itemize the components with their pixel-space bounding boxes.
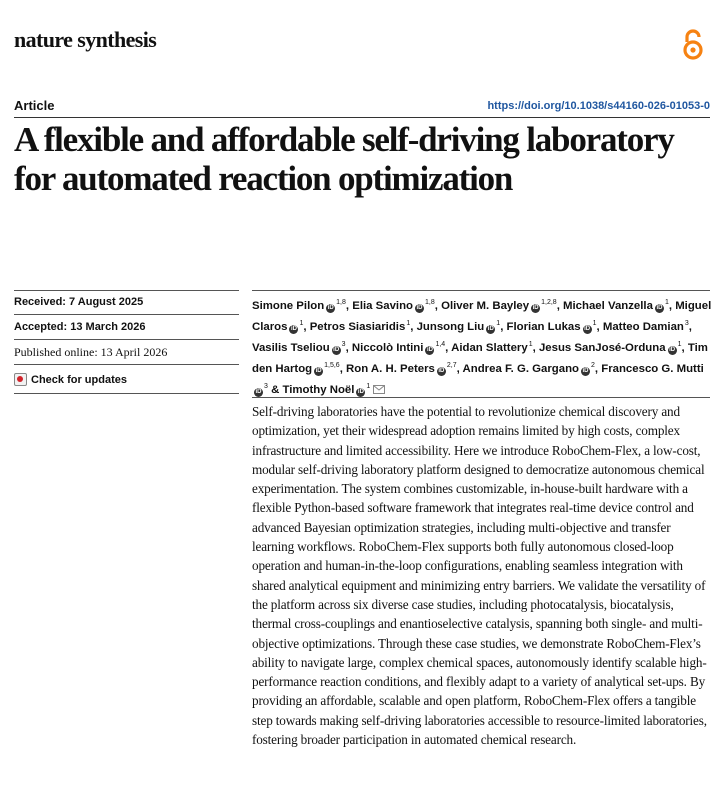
author-separator: ,: [532, 342, 539, 354]
check-for-updates-button[interactable]: [14, 373, 127, 386]
author-name: Florian Lukas: [506, 321, 581, 333]
author[interactable]: [441, 300, 557, 312]
author-name: Niccolò Intini: [351, 342, 424, 354]
affiliation-marker: 3: [341, 341, 346, 348]
author[interactable]: [507, 321, 597, 333]
orcid-icon[interactable]: iD: [532, 305, 539, 311]
abstract: Self-driving laboratories have the potential to revolutionize chemical discovery and optimization, yet their widespread adoption remains limited by high costs, complex infrastructure and limited accessibility. Here we introduce RoboChem-Flex, a low-cost, modular self-driving laboratory platform designed to democratize autonomous chemical experimentation. The system combines customizable, in-house-built hardware with a flexible Python-based software framework that integrates real-time device control and advanced Bayesian optimization strategies, including multi-objective and transfer learning workflows. RoboChem-Flex supports both fully autonomous closed-loop operation and human-in-the-loop configurations, enabling seamless integration with shared analytical equipment and minimizing entry barriers. We validate the versatility of the platform across six diverse case studies, including photocatalysis, biocatalysis, thermal cross-couplings and enantioselective catalysis, spanning both single- and multi-objective optimizations. Through these case studies, we demonstrate RoboChem-Flex’s ability to navigate large, complex chemical spaces, autonomously identify scalable high-performance reaction conditions, and flexibly adapt to a variety of analytical set-ups. By providing an affordable, scalable and open platform, RoboChem-Flex offers a tangible step towards making self-driving laboratories accessible to resource-limited laboratories, fostering broader participation in automated chemical research.: [252, 404, 707, 748]
author-separator: ,: [345, 342, 352, 354]
author-name: Jesus SanJosé-Orduna: [538, 342, 666, 354]
affiliation-marker: 1: [677, 341, 682, 348]
open-access-icon: [681, 29, 705, 61]
author-separator: ,: [596, 321, 603, 333]
author-name: Vasilis Tseliou: [252, 342, 330, 354]
orcid-icon[interactable]: iD: [487, 326, 494, 332]
affiliation-marker: 1,4: [435, 341, 446, 348]
author-list: [252, 294, 712, 399]
check-updates-icon: [14, 373, 27, 386]
orcid-icon[interactable]: iD: [315, 368, 322, 374]
author-name: Simone Pilon: [252, 300, 325, 312]
affiliation-marker: 1,8: [336, 299, 346, 306]
meta-divider: [14, 339, 239, 340]
author-separator: ,: [456, 363, 463, 375]
authors-divider: [252, 290, 710, 291]
accepted-date: Accepted: 13 March 2026: [14, 321, 146, 333]
author-name: Junsong Liu: [416, 321, 485, 333]
author-separator: ,: [500, 321, 507, 333]
affiliation-marker: 1: [592, 320, 597, 327]
orcid-icon[interactable]: iD: [669, 347, 676, 353]
published-date: Published online: 13 April 2026: [14, 345, 168, 359]
author[interactable]: [252, 300, 346, 312]
author[interactable]: [346, 363, 457, 375]
affiliation-marker: 2,7: [446, 362, 457, 369]
orcid-icon[interactable]: iD: [656, 305, 663, 311]
orcid-icon[interactable]: iD: [584, 326, 591, 332]
author-name: Elia Savino: [352, 300, 414, 312]
orcid-icon[interactable]: iD: [416, 305, 423, 311]
author-separator: ,: [445, 342, 452, 354]
author-name: Oliver M. Bayley: [441, 300, 530, 312]
affiliation-marker: 1: [496, 320, 501, 327]
affiliation-marker: 1: [299, 320, 304, 327]
author-name: Aidan Slattery: [451, 342, 528, 354]
orcid-icon[interactable]: iD: [333, 347, 340, 353]
author-separator: ,: [339, 363, 347, 375]
author-separator: ,: [688, 321, 692, 333]
author-separator: ,: [434, 300, 442, 312]
author[interactable]: [252, 342, 346, 354]
author[interactable]: [352, 342, 445, 354]
author[interactable]: [603, 321, 689, 333]
author-separator: ,: [303, 321, 310, 333]
affiliation-marker: 1,2,8: [541, 299, 557, 306]
meta-divider: [14, 364, 239, 365]
meta-divider: [14, 290, 239, 291]
affiliation-marker: 1: [366, 383, 371, 390]
abstract-divider: [252, 397, 710, 398]
author[interactable]: [451, 342, 533, 354]
author-name: Matteo Damian: [602, 321, 684, 333]
article-type: Article: [14, 98, 55, 113]
orcid-icon[interactable]: iD: [582, 368, 589, 374]
author[interactable]: [282, 384, 385, 396]
article-title: A flexible and affordable self-driving laboratory for automated reaction optimization: [14, 120, 674, 198]
affiliation-marker: 2: [591, 362, 595, 369]
received-date: Received: 7 August 2025: [14, 296, 144, 308]
affiliation-marker: 1,5,6: [324, 362, 340, 369]
affiliation-marker: 3: [684, 320, 689, 327]
author-separator: ,: [681, 342, 688, 354]
orcid-icon[interactable]: iD: [357, 389, 364, 395]
orcid-icon[interactable]: iD: [327, 305, 334, 311]
author-separator: &: [267, 384, 283, 396]
author-name: Timothy Noël: [282, 384, 355, 396]
affiliation-marker: 1: [664, 299, 669, 306]
author-separator: ,: [556, 300, 564, 312]
author[interactable]: [310, 321, 411, 333]
author[interactable]: [463, 363, 595, 375]
author-name: Miguel Claros: [252, 300, 712, 333]
journal-name[interactable]: nature synthesis: [14, 27, 157, 52]
orcid-icon[interactable]: iD: [290, 326, 297, 332]
meta-divider: [14, 393, 239, 394]
affiliation-marker: 1: [406, 320, 411, 327]
email-icon[interactable]: [373, 385, 385, 394]
affiliation-marker: 1: [528, 341, 533, 348]
affiliation-marker: 3: [264, 383, 268, 390]
affiliation-marker: 1,8: [425, 299, 435, 306]
doi-link[interactable]: https://doi.org/10.1038/s44160-026-01053-0: [487, 100, 710, 112]
author[interactable]: [352, 300, 435, 312]
meta-divider: [14, 314, 239, 315]
check-updates-label: Check for updates: [31, 373, 127, 386]
author-separator: ,: [345, 300, 353, 312]
author-separator: ,: [668, 300, 676, 312]
orcid-icon[interactable]: iD: [426, 347, 433, 353]
author[interactable]: [563, 300, 669, 312]
orcid-icon[interactable]: iD: [255, 389, 262, 395]
author-name: Francesco G. Mutti: [601, 363, 704, 375]
author-name: Michael Vanzella: [563, 300, 653, 312]
header-divider: [14, 117, 710, 118]
author[interactable]: [539, 342, 682, 354]
author-separator: ,: [594, 363, 602, 375]
author-name: Tim den Hartog: [252, 342, 708, 375]
author-name: Ron A. H. Peters: [346, 363, 435, 375]
author[interactable]: [417, 321, 501, 333]
author-separator: ,: [410, 321, 417, 333]
orcid-icon[interactable]: iD: [438, 368, 445, 374]
author-name: Petros Siasiaridis: [309, 321, 406, 333]
author-name: Andrea F. G. Gargano: [462, 363, 579, 375]
